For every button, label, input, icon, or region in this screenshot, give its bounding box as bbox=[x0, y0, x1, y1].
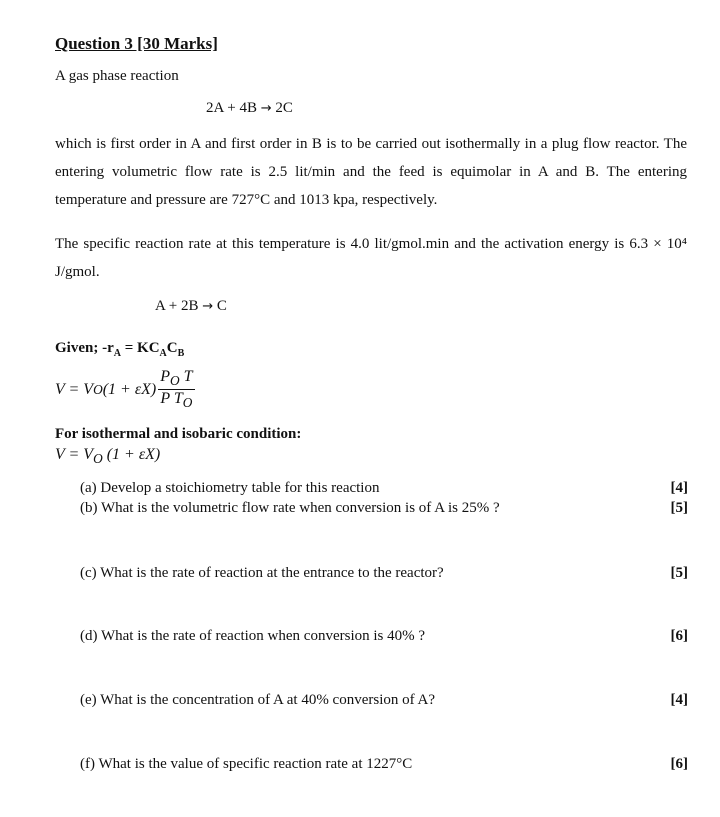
paragraph-1: which is first order in A and first order in B is to be carried out isothermally in a plug flow reactor. The entering volumetric flow rate is 2.5 lit/min and the feed is equimolar in A and B. The entering temperature and pressure are 727°C and 1013 kpa, respectively. bbox=[55, 136, 687, 208]
fraction-numerator: $P_O$ T bbox=[160, 368, 193, 389]
part-text: (e) What is the concentration of A at 40% conversion of A? bbox=[80, 692, 436, 708]
question-heading: Question 3 [30 Marks] bbox=[55, 34, 218, 53]
reaction-2-rhs: C bbox=[216, 298, 227, 314]
part-marks: [6] bbox=[670, 628, 688, 644]
part-d bbox=[80, 628, 688, 645]
rate-prefix: -r bbox=[102, 340, 114, 356]
part-b bbox=[80, 500, 688, 517]
formula-1-lhs-sub: O bbox=[93, 381, 103, 397]
fraction-denominator: P $T_O$ bbox=[160, 390, 193, 411]
reaction-equation-2 bbox=[155, 298, 227, 315]
formula-2-lhs-sub: O bbox=[93, 451, 103, 467]
rate-mid: = KC bbox=[120, 340, 160, 356]
given-rate-law bbox=[55, 340, 184, 359]
reaction-equation-1 bbox=[206, 100, 293, 117]
given-label: Given; bbox=[55, 340, 99, 356]
part-text: (c) What is the rate of reaction at the entrance to the reactor? bbox=[80, 565, 444, 581]
part-marks: [5] bbox=[670, 500, 688, 516]
reaction-arrow-icon: → bbox=[260, 101, 272, 116]
pressure-temperature-fraction bbox=[158, 368, 194, 411]
part-marks: [5] bbox=[670, 565, 688, 581]
part-text: (f) What is the value of specific reaction rate at 1227°C bbox=[80, 756, 413, 772]
condition-heading: For isothermal and isobaric condition: bbox=[55, 426, 302, 442]
isothermal-volume-formula bbox=[55, 446, 160, 467]
volume-formula bbox=[55, 368, 195, 411]
part-f bbox=[80, 756, 688, 773]
part-e bbox=[80, 692, 688, 709]
part-c bbox=[80, 565, 688, 582]
intro-text: A gas phase reaction bbox=[55, 68, 179, 84]
reaction-arrow-icon: → bbox=[202, 299, 214, 314]
part-text: (d) What is the rate of reaction when conversion is 40% ? bbox=[80, 628, 426, 644]
part-marks: [6] bbox=[670, 756, 688, 772]
part-text: (a) Develop a stoichiometry table for this reaction bbox=[80, 480, 380, 496]
paragraph-2: The specific reaction rate at this temperature is 4.0 lit/gmol.min and the activation energy is 6.3 × 10⁴ J/gmol. bbox=[55, 236, 687, 280]
reaction-1-lhs: 2A + 4B bbox=[206, 100, 257, 116]
formula-2-paren: (1 + εX) bbox=[106, 446, 161, 463]
part-marks: [4] bbox=[670, 692, 688, 708]
reaction-2-lhs: A + 2B bbox=[155, 298, 199, 314]
formula-2-lhs: V = V bbox=[55, 446, 94, 463]
formula-1-paren: (1 + εX) bbox=[102, 380, 157, 398]
rate-sub: A bbox=[113, 348, 121, 359]
ca-sub: A bbox=[159, 348, 167, 359]
part-marks: [4] bbox=[670, 480, 688, 496]
formula-1-lhs: V = V bbox=[55, 380, 94, 398]
reaction-1-rhs: 2C bbox=[275, 100, 293, 116]
part-text: (b) What is the volumetric flow rate when conversion is of A is 25% ? bbox=[80, 500, 500, 516]
cb-letter: C bbox=[166, 340, 178, 356]
cb-sub: B bbox=[177, 348, 185, 359]
part-a bbox=[80, 480, 688, 497]
